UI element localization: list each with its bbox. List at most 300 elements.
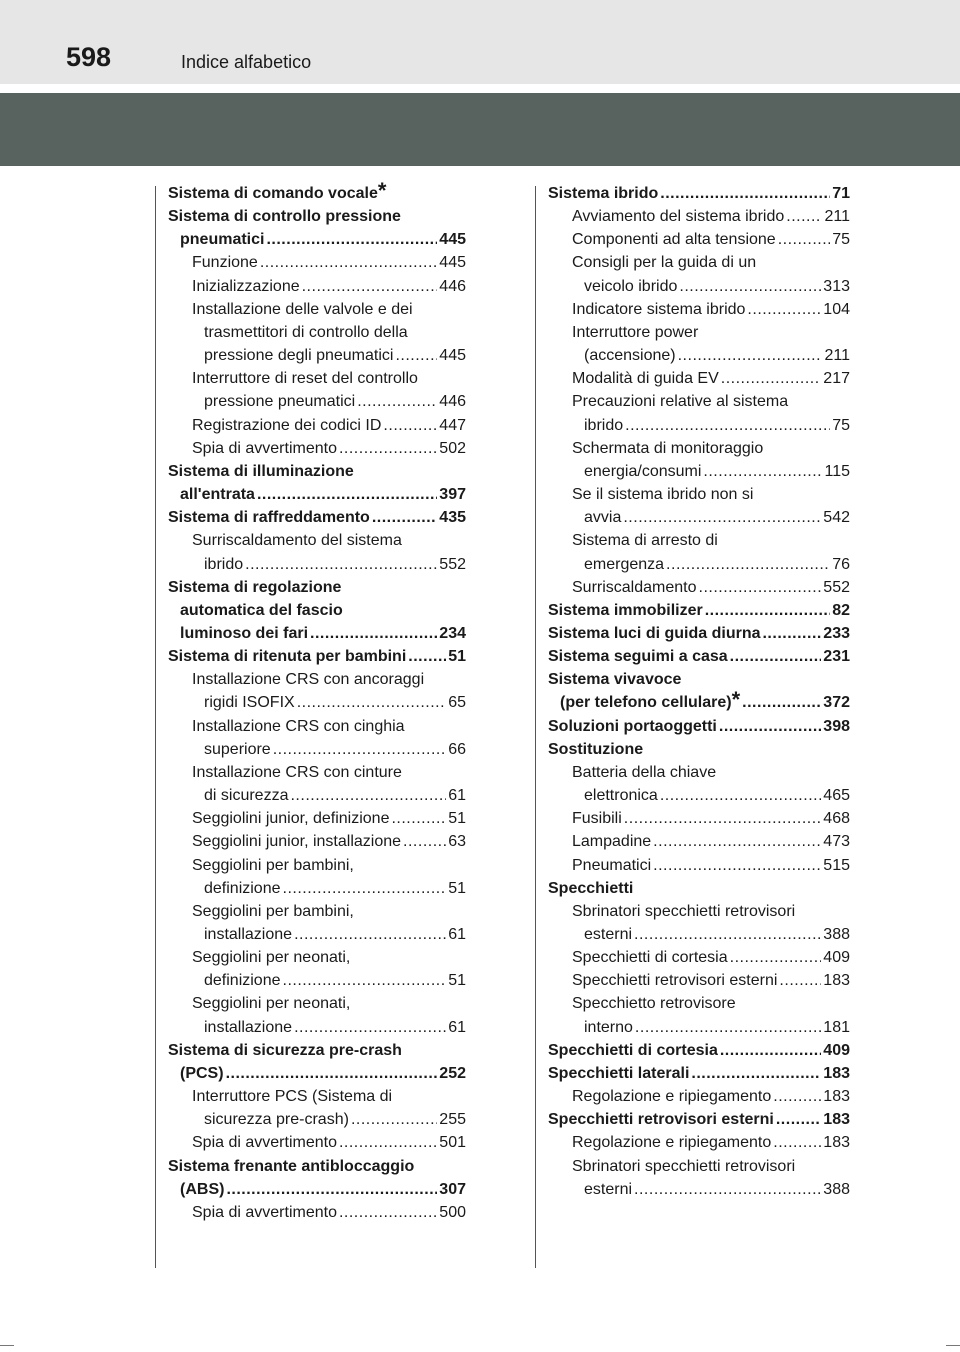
index-entry-text: Sistema di ritenuta per bambini xyxy=(168,648,407,666)
index-page-ref: 445 xyxy=(439,231,466,249)
dot-leader xyxy=(266,228,437,251)
index-entry xyxy=(168,1155,466,1178)
dot-leader xyxy=(294,923,446,946)
index-page-ref: 435 xyxy=(439,509,466,527)
index-entry xyxy=(168,1016,466,1039)
index-page-ref: 502 xyxy=(439,439,466,457)
index-entry-text: Lampadine xyxy=(572,833,652,851)
index-entry xyxy=(168,715,466,738)
index-entry-text: Soluzioni portaoggetti xyxy=(548,717,717,735)
index-entry-text: Modalità di guida EV xyxy=(572,370,719,388)
index-entry-text: trasmettitori di controllo della xyxy=(204,323,408,341)
dot-leader xyxy=(699,576,822,599)
index-entry-text: Inizializzazione xyxy=(192,277,300,295)
index-entry-text: Indicatore sistema ibrido xyxy=(572,300,746,318)
index-entry: (per telefono cellulare) * ..... 372 xyxy=(548,691,850,714)
index-page-ref: 183 xyxy=(823,1111,850,1129)
index-entry xyxy=(168,761,466,784)
index-entry-text: (per telefono cellulare) xyxy=(560,694,732,712)
index-entry xyxy=(168,483,466,506)
dot-leader xyxy=(678,344,823,367)
index-entry xyxy=(548,992,850,1015)
index-entry xyxy=(168,251,466,274)
index-page-ref: 388 xyxy=(823,1180,850,1198)
dot-leader xyxy=(778,228,831,251)
index-entry xyxy=(168,344,466,367)
index-page-ref: 552 xyxy=(439,555,466,573)
index-entry-text: installazione xyxy=(204,926,293,943)
index-page-ref: 397 xyxy=(439,486,466,504)
index-entry-text: Regolazione e ripiegamento xyxy=(572,1134,772,1152)
index-entry-text: Surriscaldamento del sistema xyxy=(192,532,402,550)
index-entry xyxy=(548,390,850,413)
index-entry: Sistema di comando vocale * xyxy=(168,182,466,205)
dot-leader xyxy=(302,275,438,298)
dot-leader xyxy=(625,414,830,437)
index-entry xyxy=(168,1039,466,1062)
index-entry xyxy=(168,645,466,668)
index-entry xyxy=(168,437,466,460)
section-title: Indice alfabetico xyxy=(181,52,312,72)
index-page-ref: 183 xyxy=(823,1064,850,1082)
dot-leader xyxy=(408,645,446,668)
index-page-ref: 445 xyxy=(439,254,466,272)
index-entry-text: Installazione CRS con ancoraggi xyxy=(192,671,425,689)
index-entry xyxy=(548,344,850,367)
crop-mark xyxy=(946,1345,960,1346)
index-entry xyxy=(548,1016,850,1039)
index-entry xyxy=(168,807,466,830)
index-entry-text: (accensione) xyxy=(584,347,676,365)
index-page-ref: 233 xyxy=(823,624,850,642)
index-entry xyxy=(548,1131,850,1154)
dot-leader xyxy=(703,460,822,483)
index-entry-text: Sistema di raffreddamento xyxy=(168,509,370,527)
index-entry xyxy=(168,553,466,576)
index-entry xyxy=(168,854,466,877)
index-entry-text: ibrido xyxy=(204,555,244,573)
dot-leader xyxy=(721,367,822,390)
index-entry-text: Se il sistema ibrido non si xyxy=(572,486,754,504)
index-entry-text: Interruttore di reset del controllo xyxy=(192,370,418,388)
dot-leader xyxy=(245,553,437,576)
index-entry xyxy=(168,275,466,298)
index-entry xyxy=(168,668,466,691)
index-entry-text: elettronica xyxy=(584,787,658,805)
index-entry xyxy=(168,1201,466,1224)
index-entry xyxy=(548,599,850,622)
left-column-rule xyxy=(155,186,156,1268)
index-entry xyxy=(548,854,850,877)
index-entry xyxy=(548,1155,850,1178)
index-entry xyxy=(548,900,850,923)
index-entry-text: Installazione delle valvole e dei xyxy=(192,300,413,318)
index-entry-text: Interruttore PCS (Sistema di xyxy=(192,1088,393,1106)
index-entry xyxy=(548,367,850,390)
index-entry xyxy=(548,576,850,599)
dot-leader xyxy=(403,830,446,853)
index-entry xyxy=(548,321,850,344)
index-entry-text: Installazione CRS con cinghia xyxy=(192,717,405,735)
index-entry xyxy=(548,1178,850,1201)
index-entry xyxy=(168,691,466,714)
dot-leader xyxy=(730,645,822,668)
index-entry-text: Sostituzione xyxy=(548,740,644,758)
index-page-ref: 82 xyxy=(832,601,850,619)
dot-leader xyxy=(395,344,437,367)
index-entry-text: Specchietto retrovisore xyxy=(572,995,736,1013)
index-entry-text: Seggiolini per neonati, xyxy=(192,995,351,1013)
index-entry xyxy=(548,414,850,437)
dot-leader xyxy=(372,506,437,529)
dot-leader xyxy=(786,205,822,228)
index-entry-text: Seggiolini junior, definizione xyxy=(192,810,390,828)
index-entry-text: esterni xyxy=(584,926,633,943)
dot-leader xyxy=(339,1131,437,1154)
index-page-ref: 501 xyxy=(439,1134,466,1152)
index-entry-text: energia/consumi xyxy=(584,462,702,480)
dot-leader xyxy=(294,1016,446,1039)
index-entry xyxy=(548,784,850,807)
index-entry xyxy=(168,390,466,413)
index-entry xyxy=(168,992,466,1015)
index-page-ref: 183 xyxy=(823,1134,850,1152)
index-page-ref: 473 xyxy=(823,833,850,851)
index-entry xyxy=(168,414,466,437)
index-entry xyxy=(168,1085,466,1108)
index-page-ref: 211 xyxy=(824,208,850,226)
index-entry-text: rigidi ISOFIX xyxy=(204,694,295,712)
index-entry xyxy=(168,367,466,390)
index-entry-text: Sistema immobilizer xyxy=(548,601,703,619)
dot-leader xyxy=(730,946,822,969)
dot-leader xyxy=(660,784,821,807)
index-page-ref: 63 xyxy=(448,833,466,851)
index-entry xyxy=(548,205,850,228)
dot-leader xyxy=(773,1085,821,1108)
index-entry xyxy=(168,900,466,923)
index-page-ref: 181 xyxy=(823,1018,850,1036)
right-column-rule xyxy=(535,186,536,1268)
dot-leader xyxy=(773,1131,821,1154)
dot-leader xyxy=(660,182,830,205)
index-entry xyxy=(548,228,850,251)
index-page-ref: 313 xyxy=(823,277,850,295)
index-page-ref: 372 xyxy=(823,694,850,712)
index-entry-text: Sistema vivavoce xyxy=(548,671,682,689)
index-entry xyxy=(168,969,466,992)
dot-leader xyxy=(747,298,821,321)
index-page-ref: 446 xyxy=(439,277,466,295)
index-entry xyxy=(548,645,850,668)
index-page-ref: 76 xyxy=(832,555,850,573)
index-entry-text: pneumatici xyxy=(180,231,265,249)
index-entry-text: sicurezza pre-crash) xyxy=(204,1111,349,1129)
index-entry xyxy=(168,321,466,344)
dot-leader xyxy=(624,807,822,830)
index-entry-text: Avviamento del sistema ibrido xyxy=(572,208,785,226)
index-page-ref: 51 xyxy=(448,879,466,897)
index-entry xyxy=(548,738,850,761)
index-page-ref: 51 xyxy=(448,810,466,828)
index-entry-text: Spia di avvertimento xyxy=(192,1203,337,1221)
index-entry xyxy=(168,205,466,228)
index-entry xyxy=(548,668,850,691)
index-entry-text: Componenti ad alta tensione xyxy=(572,231,776,249)
index-entry xyxy=(168,529,466,552)
index-page-ref: 104 xyxy=(823,300,850,318)
index-entry xyxy=(548,923,850,946)
dot-leader xyxy=(779,969,821,992)
dot-leader xyxy=(257,483,437,506)
index-page-ref: 231 xyxy=(823,648,850,666)
index-entry xyxy=(548,460,850,483)
index-page-ref: 500 xyxy=(439,1203,466,1221)
index-page-ref: 115 xyxy=(824,462,850,480)
index-entry-text: Interruttore power xyxy=(572,323,699,341)
index-entry-text: Seggiolini per bambini, xyxy=(192,902,354,920)
index-entry xyxy=(168,923,466,946)
index-entry xyxy=(168,1108,466,1131)
index-entry-text: ibrido xyxy=(584,416,624,434)
index-entry xyxy=(168,506,466,529)
index-page-ref: 66 xyxy=(448,740,466,758)
index-entry-text: Surriscaldamento xyxy=(572,578,697,596)
index-entry-text: Pneumatici xyxy=(572,856,652,874)
index-entry-text: di sicurezza xyxy=(204,787,289,805)
index-entry-text: Seggiolini per neonati, xyxy=(192,949,351,967)
index-page-ref: 252 xyxy=(439,1064,466,1082)
index-entry xyxy=(168,1062,466,1085)
dot-leader xyxy=(653,830,821,853)
index-entry-text: Seggiolini per bambini, xyxy=(192,856,354,874)
index-entry-text: automatica del fascio xyxy=(180,601,343,619)
dot-leader xyxy=(776,1108,821,1131)
index-entry xyxy=(168,784,466,807)
index-page-ref: 51 xyxy=(448,648,466,666)
dot-leader xyxy=(351,1108,437,1131)
index-entry-text: Sbrinatori specchietti retrovisori xyxy=(572,902,796,920)
index-entry-text: Sistema di illuminazione xyxy=(168,462,354,480)
dot-leader xyxy=(720,1039,821,1062)
index-entry xyxy=(548,1039,850,1062)
index-entry-text: Specchietti di cortesia xyxy=(572,949,728,967)
index-entry-text: all'entrata xyxy=(180,486,255,504)
dot-leader xyxy=(290,784,446,807)
index-entry-text: pressione degli pneumatici xyxy=(204,347,394,365)
dot-leader xyxy=(762,622,821,645)
index-entry-text: definizione xyxy=(204,972,281,990)
index-entry xyxy=(548,830,850,853)
index-page-ref: 445 xyxy=(439,347,466,365)
header-band xyxy=(0,0,960,84)
index-entry-text: Sistema di sicurezza pre-crash xyxy=(168,1041,402,1059)
index-page-ref: 552 xyxy=(823,578,850,596)
dot-leader xyxy=(273,738,447,761)
index-entry-text: Specchietti retrovisori esterni xyxy=(572,972,778,990)
index-entry-text: Fusibili xyxy=(572,810,622,828)
index-entry xyxy=(168,460,466,483)
index-entry xyxy=(548,1108,850,1131)
index-entry xyxy=(548,182,850,205)
index-entry-text: Consigli per la guida di un xyxy=(572,254,757,272)
index-page-ref: 65 xyxy=(448,694,466,712)
dot-leader xyxy=(623,506,821,529)
index-entry-text: Seggiolini junior, installazione xyxy=(192,833,402,851)
index-entry-text: Precauzioni relative al sistema xyxy=(572,393,789,411)
dot-leader xyxy=(339,1201,437,1224)
index-page-ref: 71 xyxy=(832,185,850,202)
dot-leader xyxy=(260,251,437,274)
index-entry xyxy=(168,228,466,251)
index-page-ref: 75 xyxy=(832,231,850,249)
index-page-ref: 542 xyxy=(823,509,850,527)
index-entry-text: Sistema di comando vocale xyxy=(168,185,378,202)
index-entry-text: avvia xyxy=(584,509,622,527)
index-entry-text: pressione pneumatici xyxy=(204,393,356,411)
index-page-ref: 255 xyxy=(439,1111,466,1129)
dot-leader xyxy=(226,1178,437,1201)
index-entry xyxy=(168,738,466,761)
dot-leader xyxy=(357,390,437,413)
dot-leader xyxy=(679,275,821,298)
dot-leader xyxy=(283,877,447,900)
index-entry xyxy=(548,1085,850,1108)
index-page-ref: 447 xyxy=(439,416,466,434)
index-page-ref: 409 xyxy=(823,949,850,967)
index-entry-text: Specchietti retrovisori esterni xyxy=(548,1111,774,1129)
index-entry xyxy=(548,969,850,992)
crop-mark xyxy=(0,1345,14,1346)
index-entry xyxy=(168,1178,466,1201)
index-entry-text: (PCS) xyxy=(180,1064,224,1082)
dot-leader xyxy=(283,969,447,992)
index-entry xyxy=(168,576,466,599)
index-entry xyxy=(168,877,466,900)
index-entry xyxy=(168,946,466,969)
index-entry xyxy=(548,298,850,321)
index-entry-text: definizione xyxy=(204,879,281,897)
index-entry xyxy=(168,622,466,645)
index-page-ref: 183 xyxy=(823,1088,850,1106)
dot-leader xyxy=(691,1062,821,1085)
index-entry-text: (ABS) xyxy=(180,1180,225,1198)
index-entry-text: Sistema seguimi a casa xyxy=(548,648,728,666)
index-page-ref: 515 xyxy=(823,856,850,874)
dot-leader xyxy=(653,854,821,877)
index-entry xyxy=(548,946,850,969)
page-number: 598 xyxy=(66,42,112,72)
index-entry xyxy=(548,715,850,738)
index-entry-text: emergenza xyxy=(584,555,665,573)
index-page-ref: 217 xyxy=(823,370,850,388)
index-entry-text: Installazione CRS con cinture xyxy=(192,763,402,781)
index-page-ref: 409 xyxy=(823,1041,850,1059)
index-entry-text: Sistema frenante antibloccaggio xyxy=(168,1157,415,1175)
index-page-ref: 398 xyxy=(823,717,850,735)
index-entry xyxy=(548,437,850,460)
index-entry-text: Specchietti laterali xyxy=(548,1064,690,1082)
index-entry xyxy=(548,529,850,552)
index-entry-text: Schermata di monitoraggio xyxy=(572,439,764,457)
index-entry-text: Registrazione dei codici ID xyxy=(192,416,382,434)
dot-leader xyxy=(391,807,446,830)
index-page-ref: 51 xyxy=(448,972,466,990)
index-entry-text: Sbrinatori specchietti retrovisori xyxy=(572,1157,796,1175)
index-entry-text: esterni xyxy=(584,1180,633,1198)
index-entry xyxy=(168,1131,466,1154)
dot-leader xyxy=(705,599,830,622)
index-entry-text: installazione xyxy=(204,1018,293,1036)
index-entry xyxy=(548,761,850,784)
index-entry-text: Regolazione e ripiegamento xyxy=(572,1088,772,1106)
dot-leader xyxy=(339,437,437,460)
index-entry-text: Batteria della chiave xyxy=(572,763,717,781)
index-entry xyxy=(548,506,850,529)
dot-leader xyxy=(383,414,437,437)
index-entry xyxy=(168,830,466,853)
index-entry-text: Spia di avvertimento xyxy=(192,439,337,457)
index-entry xyxy=(168,298,466,321)
index-entry xyxy=(548,1062,850,1085)
dot-leader xyxy=(226,1062,438,1085)
dot-leader xyxy=(742,691,821,714)
index-entry xyxy=(548,275,850,298)
index-page-ref: 446 xyxy=(439,393,466,411)
index-entry-text: Sistema di controllo pressione xyxy=(168,208,401,226)
index-page-ref: 61 xyxy=(448,926,466,943)
index-page-ref: 183 xyxy=(823,972,850,990)
index-page-ref: 468 xyxy=(823,810,850,828)
index-entry-text: interno xyxy=(584,1018,633,1036)
index-entry-text: superiore xyxy=(204,740,271,758)
dot-leader xyxy=(634,1178,821,1201)
index-page-ref: 75 xyxy=(832,416,850,434)
index-entry-text: Spia di avvertimento xyxy=(192,1134,337,1152)
dot-leader xyxy=(310,622,437,645)
index-entry-text: veicolo ibrido xyxy=(584,277,678,295)
dot-leader xyxy=(719,715,821,738)
index-page-ref: 234 xyxy=(439,624,466,642)
index-page-ref: 307 xyxy=(439,1180,466,1198)
index-entry-text: luminoso dei fari xyxy=(180,624,309,642)
index-entry-text: Sistema di regolazione xyxy=(168,578,342,596)
index-column-left xyxy=(168,178,466,1224)
dot-leader xyxy=(666,553,830,576)
index-entry xyxy=(548,807,850,830)
dot-leader xyxy=(297,691,447,714)
index-entry-text: Specchietti xyxy=(548,879,634,897)
index-entry-text: Specchietti di cortesia xyxy=(548,1041,718,1059)
index-page-ref: 61 xyxy=(448,787,466,805)
index-entry xyxy=(548,251,850,274)
index-page-ref: 465 xyxy=(823,787,850,805)
index-entry xyxy=(168,599,466,622)
index-page-ref: 211 xyxy=(824,347,850,365)
index-entry xyxy=(548,553,850,576)
index-column-right xyxy=(548,182,850,1201)
index-entry xyxy=(548,877,850,900)
decorative-banner xyxy=(0,93,960,166)
index-entry-text: Funzione xyxy=(192,254,258,272)
index-page-ref: 61 xyxy=(448,1018,466,1036)
dot-leader xyxy=(634,923,821,946)
index-entry xyxy=(548,483,850,506)
index-entry xyxy=(548,622,850,645)
index-entry-text: Sistema di arresto di xyxy=(572,532,718,550)
index-page-ref: 388 xyxy=(823,926,850,943)
index-entry-text: Sistema ibrido xyxy=(548,185,659,202)
